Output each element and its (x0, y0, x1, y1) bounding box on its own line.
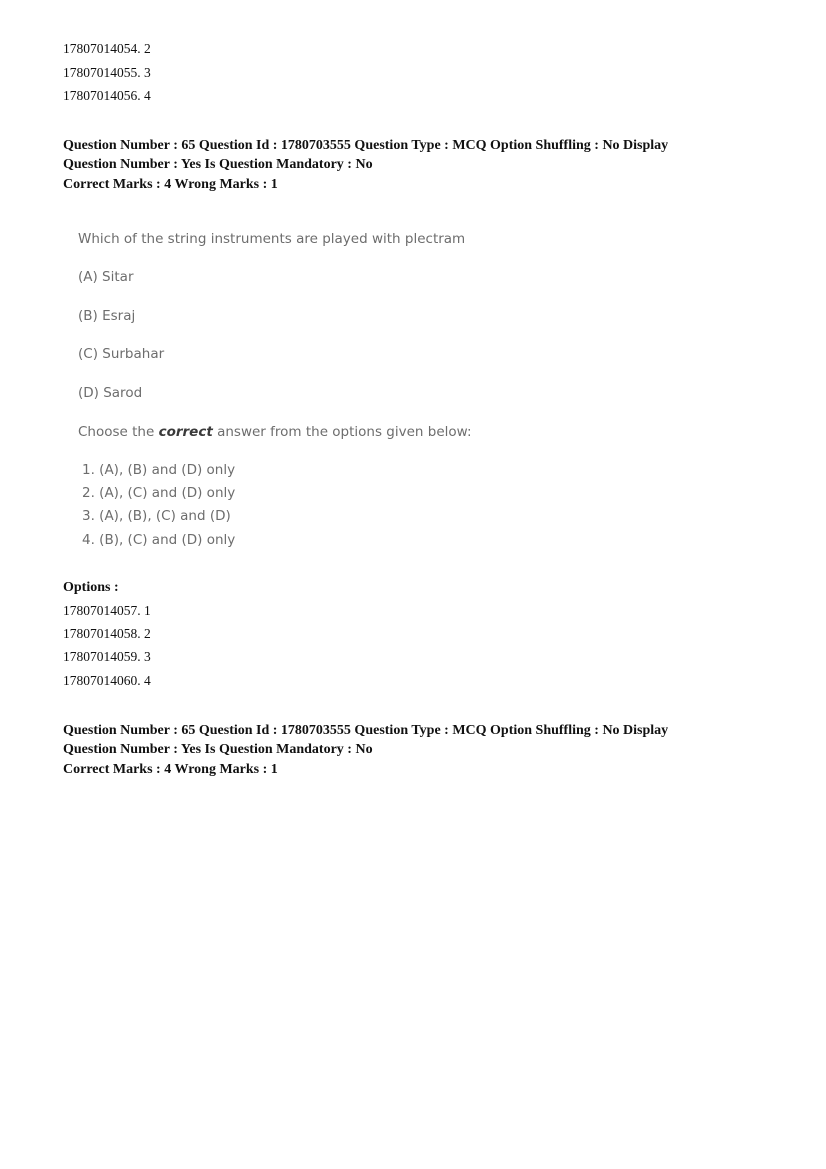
question-header-line1: Question Number : 65 Question Id : 1780703555 Question Type : MCQ Option Shuffling : No Display (63, 138, 669, 153)
option-line: 17807014058. 2 (63, 626, 151, 641)
question-item: (B) Esraj (78, 308, 136, 324)
option-line: 17807014055. 3 (63, 65, 151, 80)
instruction-post: answer from the options given below: (212, 424, 472, 440)
question-item: (A) Sitar (78, 269, 134, 285)
question-header-line2: Question Number : Yes Is Question Mandatory : No (63, 156, 373, 172)
option-line: 17807014056. 4 (63, 88, 151, 103)
question-header-line2: Question Number : Yes Is Question Mandatory : No (63, 741, 373, 757)
answer-choice: 4. (B), (C) and (D) only (82, 532, 236, 548)
answer-choice: 1. (A), (B) and (D) only (82, 462, 236, 478)
answer-choice: 2. (A), (C) and (D) only (82, 485, 236, 501)
question-instruction (78, 424, 472, 440)
question-header (63, 136, 763, 195)
option-line: 17807014057. 1 (63, 603, 151, 618)
question-header (63, 721, 763, 780)
option-line: 17807014059. 3 (63, 649, 151, 664)
question-item: (C) Surbahar (78, 346, 165, 362)
options-label: Options : (63, 580, 119, 595)
answer-choice: 3. (A), (B), (C) and (D) (82, 508, 231, 524)
instruction-pre: Choose the (78, 424, 159, 440)
option-line: 17807014060. 4 (63, 673, 151, 688)
question-header-line1: Question Number : 65 Question Id : 1780703555 Question Type : MCQ Option Shuffling : No Display (63, 723, 669, 738)
question-stem: Which of the string instruments are played with plectram (78, 231, 466, 247)
question-item: (D) Sarod (78, 385, 143, 401)
option-line: 17807014054. 2 (63, 41, 151, 56)
question-header-line3: Correct Marks : 4 Wrong Marks : 1 (63, 177, 278, 192)
instruction-emphasis: correct (158, 424, 213, 440)
question-header-line3: Correct Marks : 4 Wrong Marks : 1 (63, 762, 278, 777)
